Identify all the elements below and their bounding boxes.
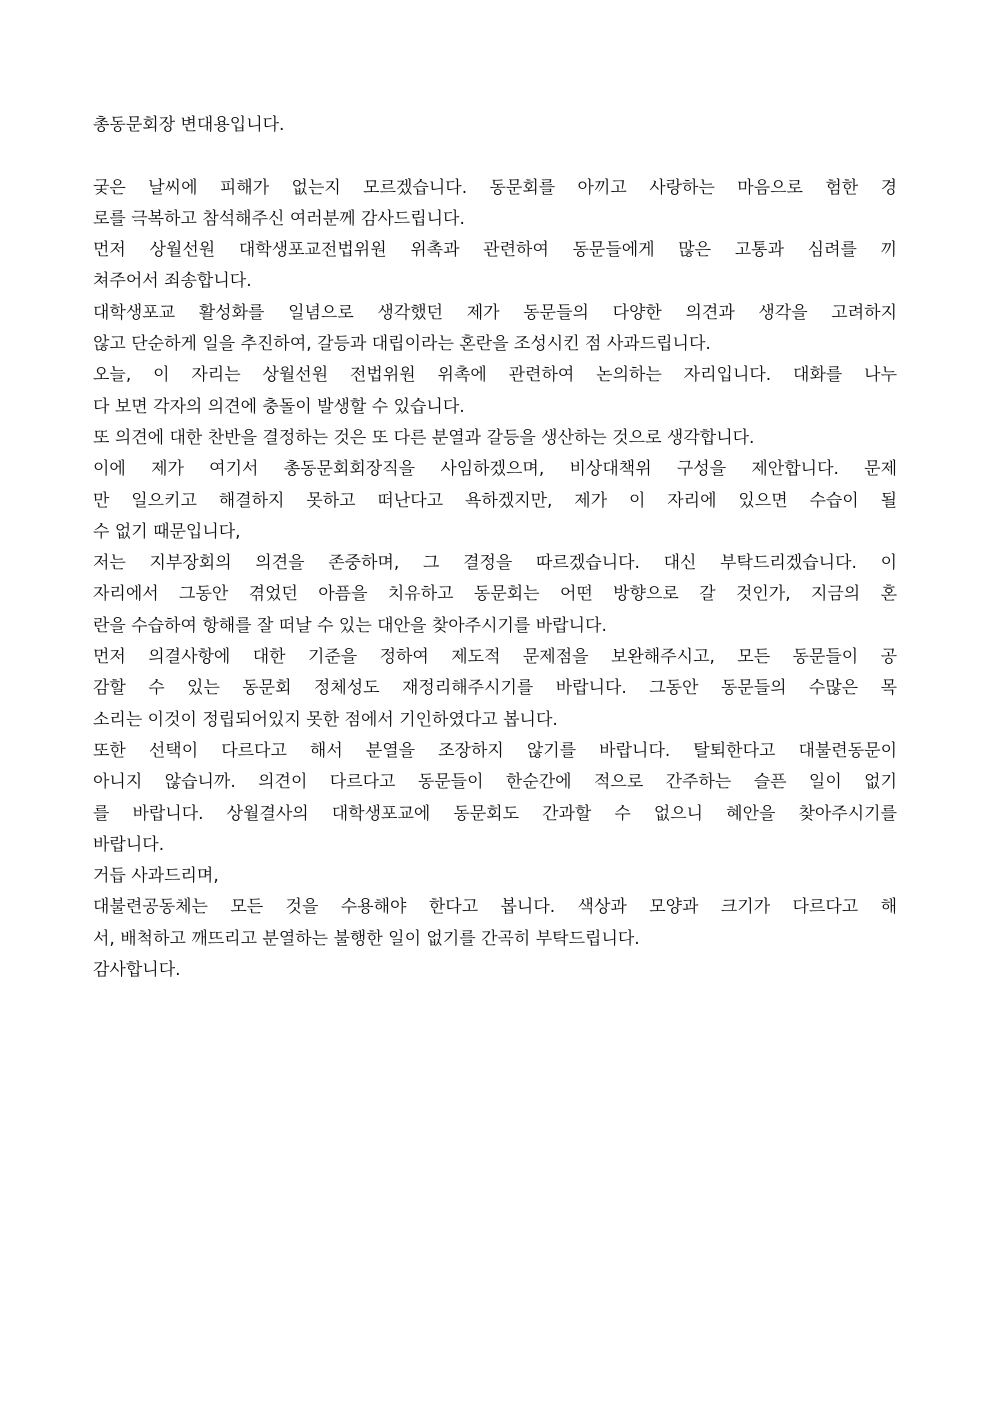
paragraph [93, 454, 897, 548]
paragraph-line: 대학생포교 활성화를 일념으로 생각했던 제가 동문들의 다양한 의견과 생각을 고려하지 [93, 302, 897, 323]
paragraph-line: 란을 수습하여 항해를 잘 떠날 수 있는 대안을 찾아주시기를 바랍니다. [93, 615, 607, 636]
paragraph-line: 오늘, 이 자리는 상월선원 전법위원 위촉에 관련하여 논의하는 자리입니다. 대화를 나누 [93, 365, 897, 386]
paragraph-line: 바랍니다. [93, 834, 165, 855]
paragraph [93, 235, 897, 298]
paragraph-line: 않고 단순하게 일을 추진하여, 갈등과 대립이라는 혼란을 조성시킨 점 사과드립니다. [93, 334, 711, 355]
paragraph-line: 궂은 날씨에 피해가 없는지 모르겠습니다. 동문회를 아끼고 사랑하는 마음으로 험한 경 [93, 177, 897, 198]
paragraph-line: 먼저 의결사항에 대한 기준을 정하여 제도적 문제점을 보완해주시고, 모든 동문들이 공 [93, 647, 897, 668]
greeting-line: 총동문회장 변대용입니다. [93, 115, 285, 135]
paragraph [93, 360, 897, 423]
paragraph-line: 감할 수 있는 동문회 정체성도 재정리해주시기를 바랍니다. 그동안 동문들의 수많은 목 [93, 678, 897, 699]
paragraph-line: 를 바랍니다. 상월결사의 대학생포교에 동문회도 간과할 수 없으니 혜안을 찾아주시기를 [93, 803, 897, 824]
paragraph-line: 대불련공동체는 모든 것을 수용해야 한다고 봅니다. 색상과 모양과 크기가 다르다고 해 [93, 897, 897, 918]
paragraph-line: 수 없기 때문입니다, [93, 521, 241, 542]
paragraph [93, 892, 897, 955]
paragraph-line: 로를 극복하고 참석해주신 여러분께 감사드립니다. [93, 208, 465, 229]
paragraph-line: 거듭 사과드리며, [93, 866, 219, 887]
paragraph [93, 173, 897, 236]
paragraph-list [93, 173, 897, 987]
letter-body [93, 110, 897, 986]
paragraph-line: 먼저 상월선원 대학생포교전법위원 위촉과 관련하여 동문들에게 많은 고통과 심려를 끼 [93, 240, 897, 261]
paragraph-line: 서, 배척하고 깨뜨리고 분열하는 불행한 일이 없기를 간곡히 부탁드립니다. [93, 928, 640, 949]
blank-line [93, 141, 897, 172]
paragraph-line: 자리에서 그동안 겪었던 아픔을 치유하고 동문회는 어떤 방향으로 갈 것인가, 지금의 혼 [93, 584, 897, 605]
paragraph [93, 298, 897, 361]
paragraph-line: 감사합니다. [93, 960, 181, 981]
paragraph [93, 423, 897, 454]
paragraph-line: 이에 제가 여기서 총동문회회장직을 사임하겠으며, 비상대책위 구성을 제안합니다. 문제 [93, 459, 897, 480]
paragraph [93, 955, 897, 986]
paragraph [93, 861, 897, 892]
paragraph-line: 아니지 않습니까. 의견이 다르다고 동문들이 한순간에 적으로 간주하는 슬픈 일이 없기 [93, 772, 897, 793]
paragraph-line: 저는 지부장회의 의견을 존중하며, 그 결정을 따르겠습니다. 대신 부탁드리겠습니다. 이 [93, 553, 897, 574]
paragraph [93, 548, 897, 642]
paragraph-line: 쳐주어서 죄송합니다. [93, 271, 252, 292]
paragraph [93, 642, 897, 736]
paragraph-line: 다 보면 각자의 의견에 충돌이 발생할 수 있습니다. [93, 396, 465, 417]
paragraph-line: 만 일으키고 해결하지 못하고 떠난다고 욕하겠지만, 제가 이 자리에 있으면 수습이 될 [93, 490, 897, 511]
paragraph-line: 또한 선택이 다르다고 해서 분열을 조장하지 않기를 바랍니다. 탈퇴한다고 대불련동문이 [93, 740, 897, 761]
paragraph [93, 736, 897, 861]
paragraph-line: 또 의견에 대한 찬반을 결정하는 것은 또 다른 분열과 갈등을 생산하는 것으로 생각합니다. [93, 427, 755, 448]
paragraph-line: 소리는 이것이 정립되어있지 못한 점에서 기인하였다고 봅니다. [93, 709, 558, 730]
